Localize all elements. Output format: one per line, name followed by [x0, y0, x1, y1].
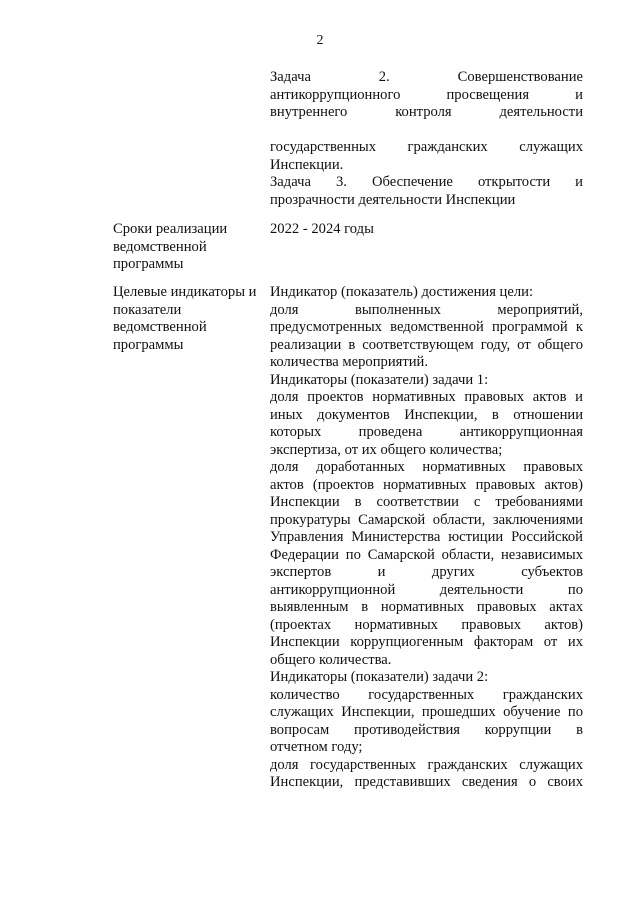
text-line: Задача 3. Обеспечение открытости и — [270, 174, 583, 190]
value-line: 2022 - 2024 годы — [270, 221, 374, 237]
label-line: Целевые индикаторы и — [113, 284, 257, 300]
value-line: количества мероприятий. — [270, 354, 428, 370]
value-line: служащих Инспекции, прошедших обучение по — [270, 704, 583, 720]
value-line: Федерации по Самарской области, независимых — [270, 546, 583, 563]
tasks-continuation-block — [270, 69, 583, 122]
row-value-terms — [270, 221, 583, 239]
text-line: прозрачности деятельности Инспекции — [270, 191, 516, 208]
value-line: Индикаторы (показатели) задачи 1: — [270, 371, 489, 388]
value-line: антикоррупционной деятельности по — [270, 581, 583, 598]
text-line: государственных гражданских служащих — [270, 139, 583, 155]
label-line: показатели — [113, 301, 182, 318]
value-line: отчетном году; — [270, 739, 363, 755]
value-line: Инспекции коррупциогенным факторам от их — [270, 634, 583, 650]
value-line: общего количества. — [270, 651, 392, 668]
value-line: (проектах нормативных правовых актов) — [270, 616, 583, 633]
value-line: доля проектов нормативных правовых актов и — [270, 389, 583, 405]
label-line: программы — [113, 336, 184, 353]
value-line: Инспекции, представивших сведения о своих — [270, 774, 583, 790]
text-line: Инспекции. — [270, 156, 344, 173]
text-line: антикоррупционного просвещения и — [270, 86, 583, 103]
label-line: программы — [113, 256, 184, 272]
value-line: вопросам противодействия коррупции в — [270, 721, 583, 738]
value-line: экспертиза, от их общего количества; — [270, 441, 503, 458]
value-line: Индикатор (показатель) достижения цели: — [270, 284, 533, 300]
text-line: Задача 2. Совершенствование — [270, 69, 583, 85]
row-value-indicators — [270, 284, 583, 792]
value-line: Инспекции в соответствии с требованиями — [270, 494, 583, 510]
value-line: которых проведена антикоррупционная — [270, 424, 583, 440]
row-label-terms — [113, 221, 268, 274]
value-line: реализации в соответствующем году, от общего — [270, 336, 583, 353]
value-line: доля доработанных нормативных правовых — [270, 459, 583, 475]
label-line: ведомственной — [113, 319, 207, 335]
value-line: экспертов и других субъектов — [270, 564, 583, 580]
text-line: внутреннего контроля деятельности — [270, 104, 583, 120]
page-number: 2 — [316, 33, 324, 48]
value-line: выявленным в нормативных правовых актах — [270, 599, 583, 615]
value-line: доля государственных гражданских служащих — [270, 756, 583, 773]
value-line: Управления Министерства юстиции Российской — [270, 529, 583, 545]
value-line: Индикаторы (показатели) задачи 2: — [270, 669, 489, 685]
value-line: доля выполненных мероприятий, — [270, 301, 583, 318]
value-line: актов (проектов нормативных правовых актов) — [270, 476, 583, 493]
value-line: иных документов Инспекции, в отношении — [270, 406, 583, 423]
value-line: прокуратуры Самарской области, заключениями — [270, 511, 583, 528]
tasks-continuation-block-2 — [270, 139, 583, 209]
value-line: количество государственных гражданских — [270, 686, 583, 703]
label-line: ведомственной — [113, 238, 207, 255]
label-line: Сроки реализации — [113, 221, 228, 237]
row-label-indicators — [113, 284, 268, 354]
value-line: предусмотренных ведомственной программой к — [270, 319, 583, 335]
